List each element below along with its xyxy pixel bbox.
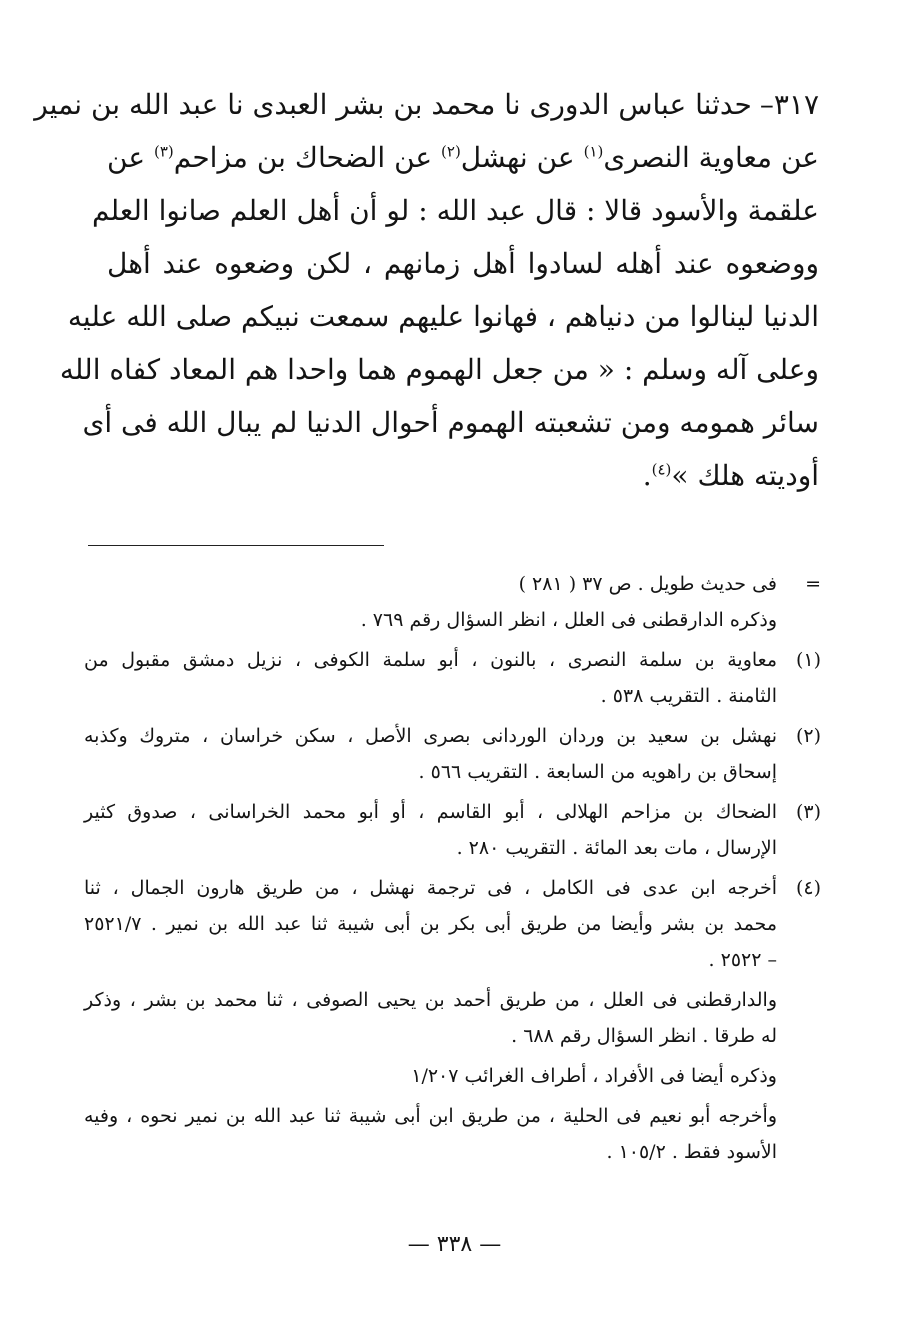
footnote-line: إسحاق بن راهويه من السابعة . التقريب ٥٦٦ . — [418, 761, 777, 783]
footnote-line: نهشل بن سعيد بن وردان الوردانى بصرى الأصل ، سكن خراسان ، متروك وكذبه — [84, 725, 777, 747]
footnote-line: الإرسال ، مات بعد المائة . التقريب ٢٨٠ . — [456, 837, 777, 859]
footnote-4 — [84, 870, 821, 978]
hadith-line-1 — [34, 78, 819, 131]
footnote-line: الضحاك بن مزاحم الهلالى ، أبو القاسم ، أو أبو محمد الخراسانى ، صدوق كثير — [84, 801, 777, 823]
footnotes — [84, 566, 821, 1174]
footnote-line: – ٢٥٢٢ . — [708, 949, 777, 971]
footnote-line: وذكره أيضا فى الأفراد ، أطراف الغرائب ١/٢٠٧ — [411, 1065, 777, 1087]
hadith-line-text: عن معاوية النصرى — [603, 141, 819, 174]
hadith-line-7: سائر همومه ومن تشعبته الهموم أحوال الدنيا لم يبال الله فى أى — [82, 406, 819, 439]
footnote-4-paragraph — [84, 1058, 821, 1094]
hadith-line-3: علقمة والأسود قالا : قال عبد الله : لو أن أهل العلم صانوا العلم — [91, 194, 819, 227]
hadith-line-2 — [107, 131, 819, 184]
footnote-line: الأسود فقط . ١٠٥/٢ . — [606, 1141, 777, 1163]
hadith-line-text: عن — [107, 141, 154, 174]
hadith-text — [34, 78, 819, 502]
footnote-line: فى حديث طويل . ص ٣٧ ( ٢٨١ ) — [518, 573, 777, 595]
footnote-line: له طرقا . انظر السؤال رقم ٦٨٨ . — [511, 1025, 777, 1047]
hadith-line-text: . — [642, 459, 652, 492]
footnote-ref: (٣) — [153, 142, 174, 161]
hadith-line-text: عن نهشل — [460, 141, 584, 174]
footnote-3 — [84, 794, 821, 866]
footnote-line: معاوية بن سلمة النصرى ، بالنون ، أبو سلمة الكوفى ، نزيل دمشق مقبول من — [84, 649, 777, 671]
footnote-line: وأخرجه أبو نعيم فى الحلية ، من طريق ابن أبى شيبة ثنا عبد الله بن نمير نحوه ، وفيه — [84, 1105, 777, 1127]
footnote-divider — [88, 545, 384, 546]
footnote-ref: (١) — [583, 142, 604, 161]
hadith-line-8 — [107, 449, 819, 502]
hadith-line-6: وعلى آله وسلم : « من جعل الهموم هما واحدا هم المعاد كفاه الله — [59, 353, 819, 386]
footnote-line: محمد بن بشر وأيضا من طريق أبى بكر بن أبى شيبة ثنا عبد الله بن نمير . ٢٥٢١/٧ — [84, 913, 777, 935]
footnote-line: الثامنة . التقريب ٥٣٨ . — [600, 685, 777, 707]
footnote-continued — [84, 566, 821, 638]
footnote-line: أخرجه ابن عدى فى الكامل ، فى ترجمة نهشل ، من طريق هارون الجمال ، ثنا — [84, 877, 777, 899]
hadith-line-text: حدثنا عباس الدورى نا محمد بن بشر العبدى نا عبد الله بن نمير — [34, 88, 752, 121]
footnote-4-paragraph — [84, 1098, 821, 1170]
hadith-line-4: ووضعوه عند أهله لسادوا أهل زمانهم ، لكن وضعوه عند أهل — [107, 247, 819, 280]
footnote-ref: (٢) — [441, 142, 461, 161]
footnote-mark: (٢) — [795, 725, 821, 747]
footnote-line: والدارقطنى فى العلل ، من طريق أحمد بن يحيى الصوفى ، ثنا محمد بن بشر ، وذكر — [84, 989, 777, 1011]
footnote-mark — [777, 982, 821, 1054]
footnote-2 — [84, 718, 821, 790]
hadith-line-text: عن الضحاك بن مزاحم — [173, 141, 442, 174]
footnote-4-paragraph — [84, 982, 821, 1054]
footnote-1 — [84, 642, 821, 714]
footnote-mark: (٤) — [795, 877, 821, 899]
footnote-mark: = — [805, 573, 821, 595]
footnote-mark — [777, 1058, 821, 1094]
hadith-line-text: أوديته هلك » — [671, 459, 819, 492]
hadith-line-5: الدنيا لينالوا من دنياهم ، فهانوا عليهم سمعت نبيكم صلى الله عليه — [67, 300, 819, 333]
page-number: — ٣٣٨ — — [407, 1232, 502, 1257]
footnote-mark — [777, 1098, 821, 1170]
footnote-mark: (٣) — [795, 801, 821, 823]
footnote-line: وذكره الدارقطنى فى العلل ، انظر السؤال رقم ٧٦٩ . — [360, 609, 777, 631]
hadith-number: ٣١٧– — [759, 88, 819, 121]
footnote-mark: (١) — [795, 649, 821, 671]
footnote-ref: (٤) — [651, 460, 672, 479]
